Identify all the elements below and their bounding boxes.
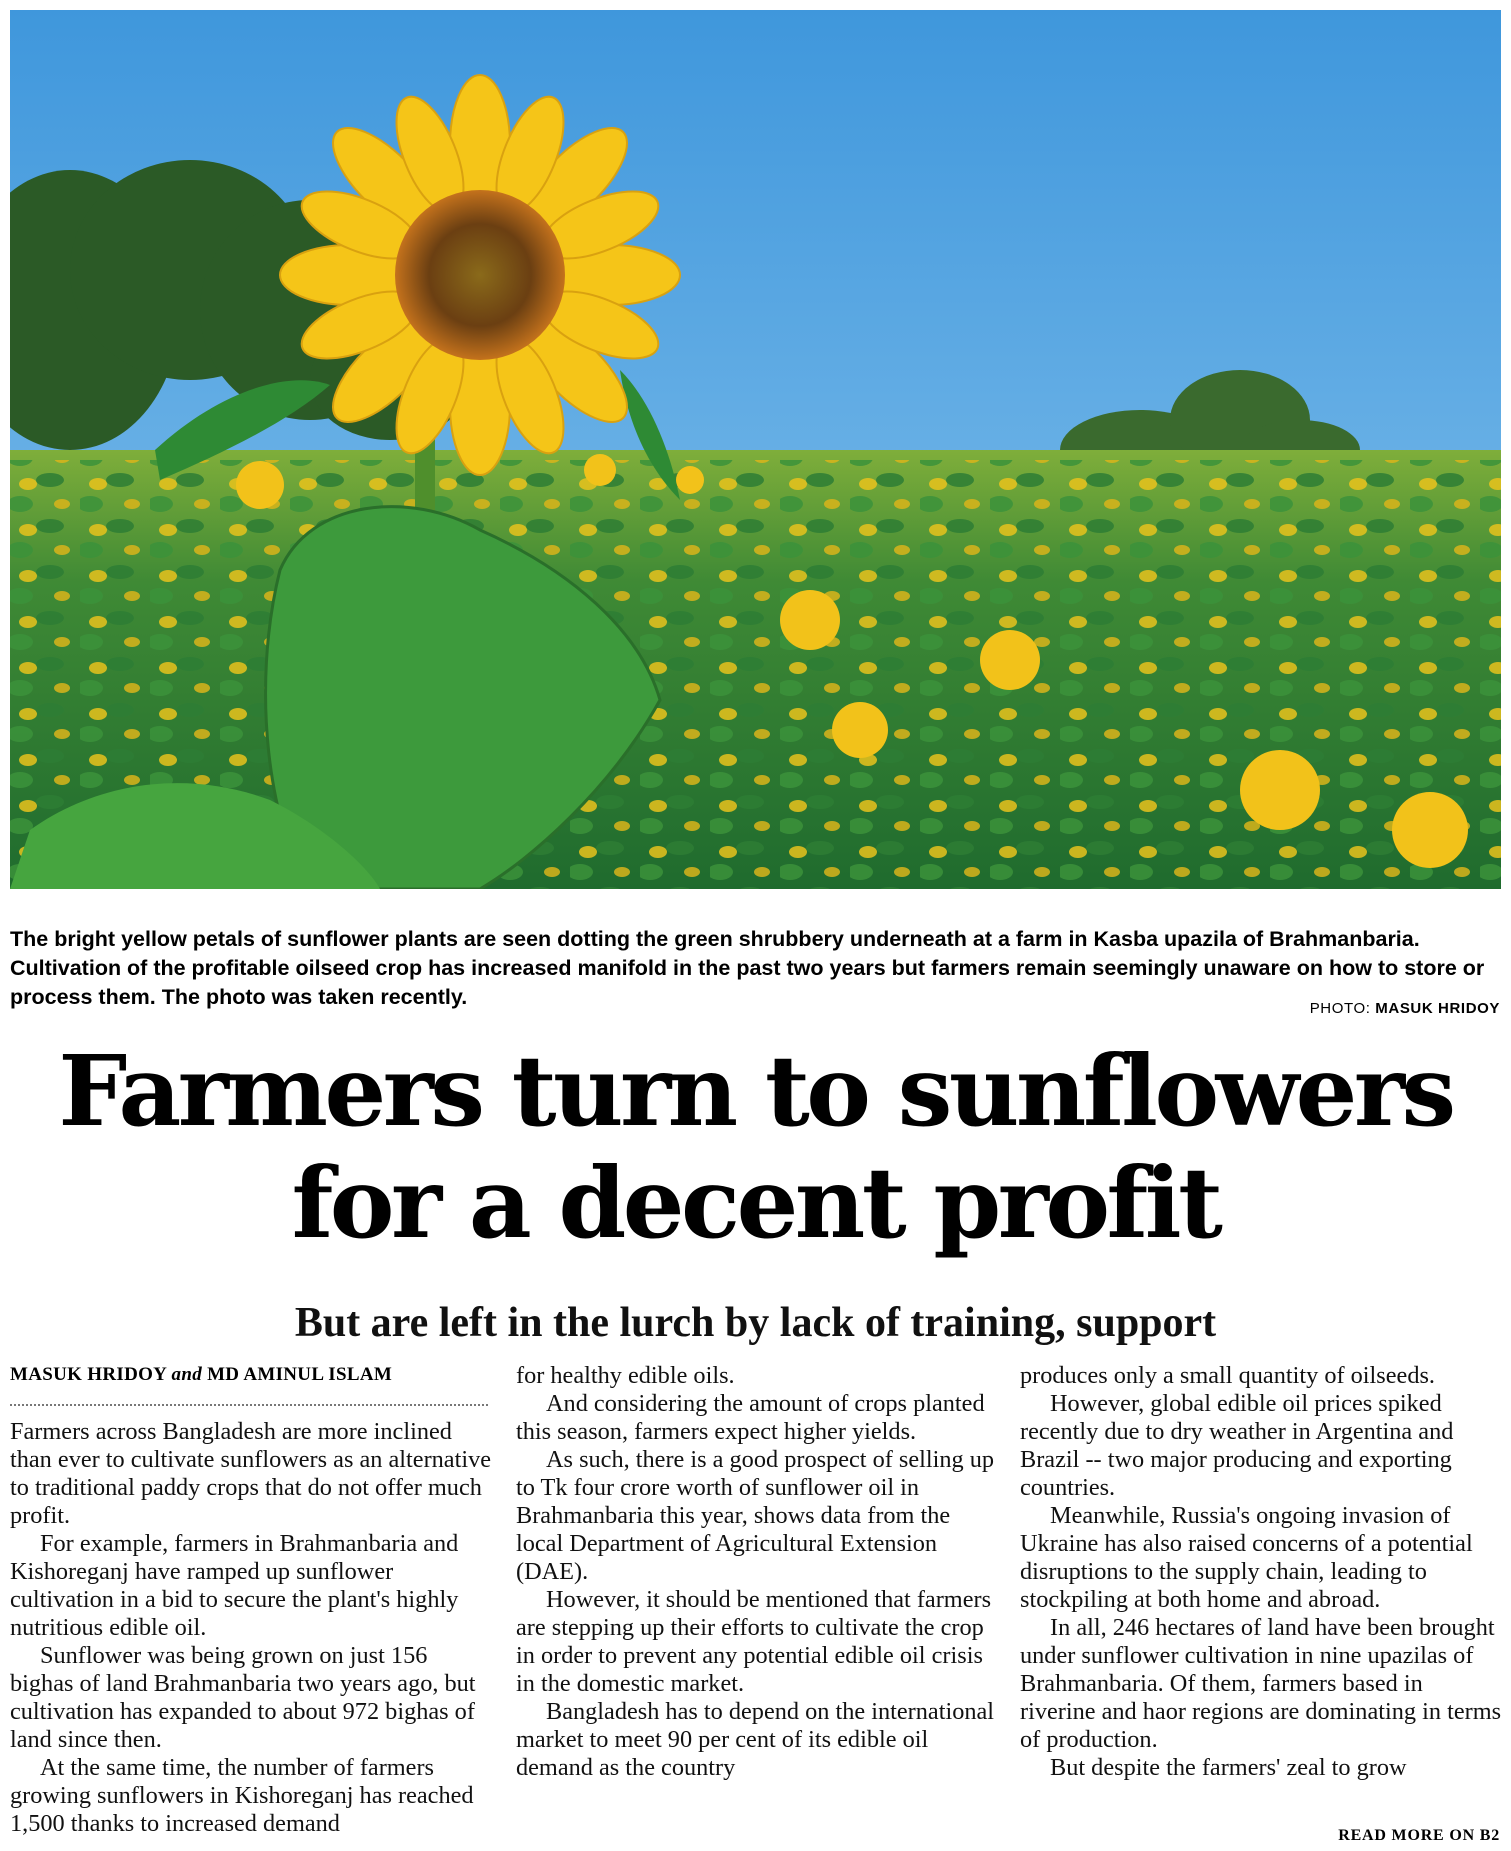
paragraph: produces only a small quantity of oilseeds. xyxy=(1020,1362,1435,1389)
photo-caption: The bright yellow petals of sunflower plants are seen dotting the green shrubbery underneath at a farm in Kasba upazila of Brahmanbaria. Cultivation of the profitable oilseed crop has increased manifold in the past two years but farmers remain seemingly unaware on how to store or process them. The photo was taken recently. xyxy=(10,927,1485,1009)
article-column-1 xyxy=(10,1418,492,1838)
byline-author-1: MASUK HRIDOY xyxy=(10,1364,167,1385)
byline-author-2: MD AMINUL ISLAM xyxy=(207,1364,393,1385)
article-column-3 xyxy=(1020,1362,1502,1782)
paragraph: However, global edible oil prices spiked recently due to dry weather in Argentina and Brazil -- two major producing and exporting countries. xyxy=(1020,1390,1454,1501)
sunflower-field-photo xyxy=(10,10,1501,889)
headline-line-2: for a decent profit xyxy=(291,1146,1220,1260)
paragraph: Sunflower was being grown on just 156 bighas of land Brahmanbaria two years ago, but cultivation has expanded to about 972 bighas of land since then. xyxy=(10,1642,476,1753)
paragraph: At the same time, the number of farmers growing sunflowers in Kishoreganj has reached 1,500 thanks to increased demand xyxy=(10,1754,474,1837)
lead-photo xyxy=(10,10,1501,889)
paragraph: for healthy edible oils. xyxy=(516,1362,735,1389)
paragraph: In all, 246 hectares of land have been brought under sunflower cultivation in nine upazilas of Brahmanbaria. Of them, farmers based in riverine and haor regions are dominating in terms of production. xyxy=(1020,1614,1502,1753)
paragraph: Bangladesh has to depend on the international market to meet 90 per cent of its edible oil demand as the country xyxy=(516,1698,995,1781)
byline xyxy=(10,1364,392,1386)
photo-credit-label: PHOTO: xyxy=(1309,1000,1376,1017)
paragraph: For example, farmers in Brahmanbaria and Kishoreganj have ramped up sunflower cultivation in a bid to secure the plant's highly nutritious edible oil. xyxy=(10,1530,459,1641)
photo-credit-name: MASUK HRIDOY xyxy=(1375,1000,1500,1017)
article-column-2 xyxy=(516,1362,996,1782)
read-more-jump: READ MORE ON B2 xyxy=(1338,1827,1500,1844)
paragraph: Farmers across Bangladesh are more inclined than ever to cultivate sunflowers as an alternative to traditional paddy crops that do not offer much profit. xyxy=(10,1418,492,1529)
photo-credit xyxy=(1310,1000,1500,1017)
byline-divider xyxy=(10,1404,488,1406)
headline xyxy=(0,1035,1511,1259)
paragraph: However, it should be mentioned that farmers are stepping up their efforts to cultivate the crop in order to prevent any potential edible oil crisis in the domestic market. xyxy=(516,1586,992,1697)
byline-conjunction: and xyxy=(171,1364,203,1385)
subheadline: But are left in the lurch by lack of training, support xyxy=(294,1300,1217,1346)
paragraph: But despite the farmers' zeal to grow xyxy=(1050,1754,1407,1781)
paragraph: And considering the amount of crops planted this season, farmers expect higher yields. xyxy=(516,1390,985,1445)
headline-line-1: Farmers turn to sunflowers xyxy=(58,1034,1453,1148)
paragraph: Meanwhile, Russia's ongoing invasion of Ukraine has also raised concerns of a potential disruptions to the supply chain, leading to stockpiling at both home and abroad. xyxy=(1020,1502,1473,1613)
paragraph: As such, there is a good prospect of selling up to Tk four crore worth of sunflower oil in Brahmanbaria this year, shows data from the local Department of Agricultural Extension (DAE). xyxy=(516,1446,995,1585)
